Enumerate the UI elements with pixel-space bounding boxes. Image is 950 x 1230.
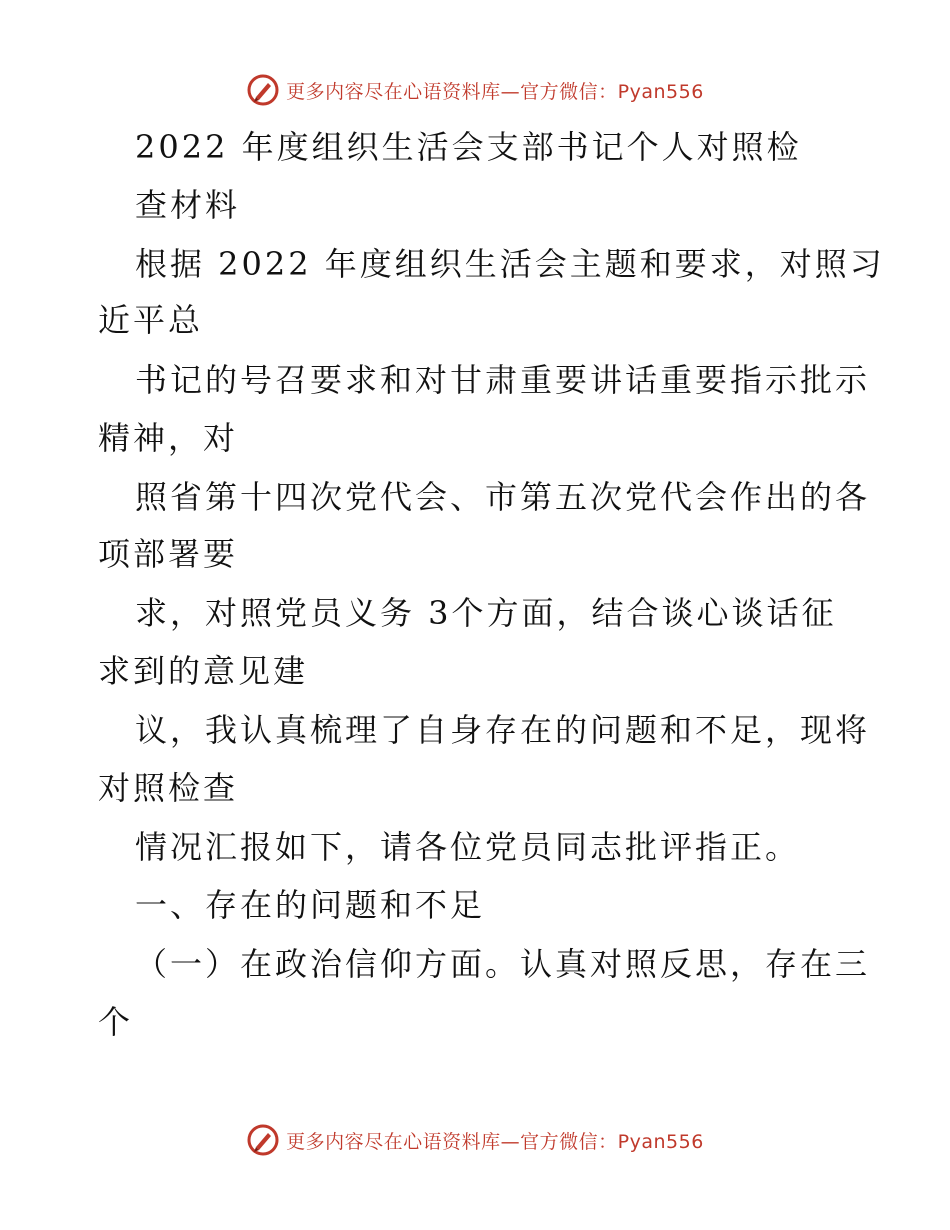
body-line: 近平总 (98, 301, 204, 339)
title-line-2: 查材料 (135, 186, 241, 224)
body-line: 精神，对 (98, 419, 239, 457)
pen-circle-logo-icon (246, 73, 280, 107)
subsection-line: （一）在政治信仰方面。认真对照反思，存在三 (135, 945, 871, 983)
title-line-1: 2022 年度组织生活会支部书记个人对照检 (135, 128, 802, 166)
body-line: 议，我认真梳理了自身存在的问题和不足，现将 (135, 711, 871, 749)
footer-banner (0, 1120, 950, 1160)
section-heading: 一、存在的问题和不足 (135, 886, 486, 924)
body-line: 项部署要 (98, 535, 239, 573)
body-line: 根据 2022 年度组织生活会主题和要求，对照习 (135, 245, 885, 283)
body-line: 情况汇报如下，请各位党员同志批评指正。 (135, 828, 801, 866)
banner-text: 更多内容尽在心语资料库—官方微信：Pyan556 (286, 1130, 704, 1153)
header-banner (0, 70, 950, 110)
body-line: 个 (98, 1003, 134, 1041)
body-line: 照省第十四次党代会、市第五次党代会作出的各 (135, 478, 871, 516)
banner-text: 更多内容尽在心语资料库—官方微信：Pyan556 (286, 80, 704, 103)
pen-circle-logo-icon (246, 1123, 280, 1157)
body-line: 书记的号召要求和对甘肃重要讲话重要指示批示 (135, 361, 871, 399)
body-line: 求，对照党员义务 3个方面，结合谈心谈话征 (135, 594, 837, 632)
body-line: 对照检查 (98, 769, 239, 807)
body-line: 求到的意见建 (98, 652, 309, 690)
